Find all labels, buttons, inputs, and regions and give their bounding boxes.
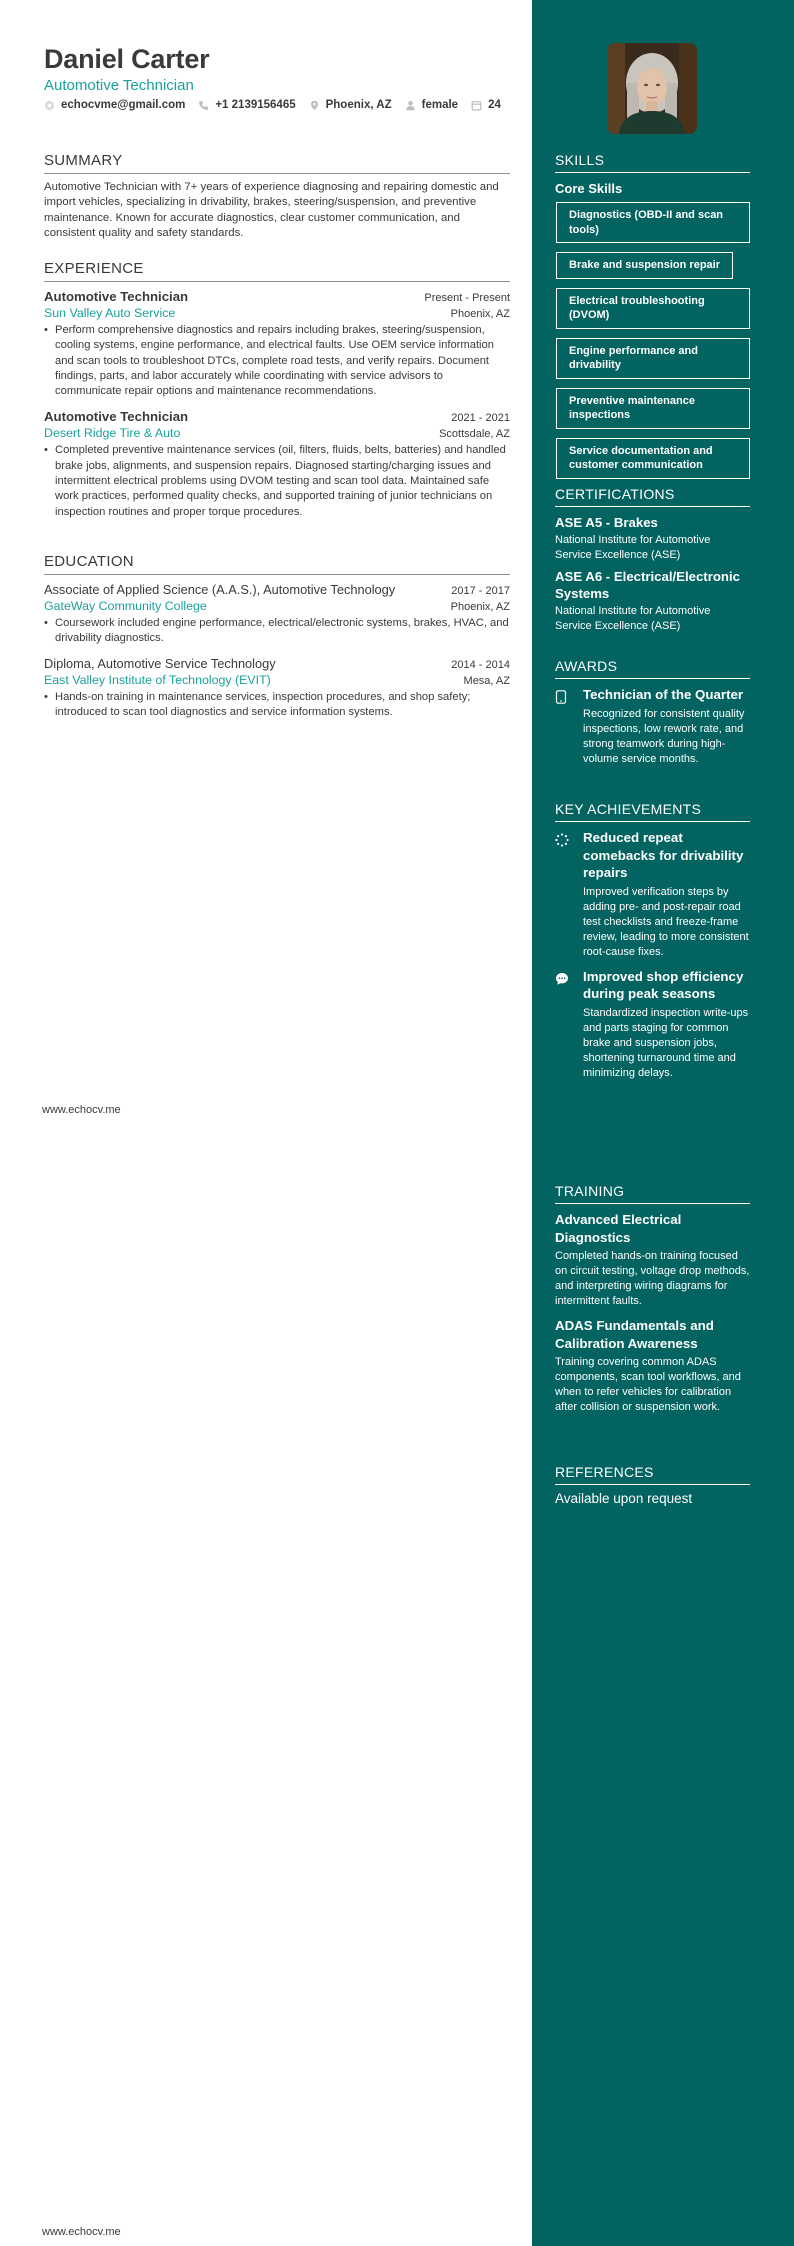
certification-entry [555, 568, 750, 633]
certification-entry [555, 514, 750, 562]
skill-tag: Diagnostics (OBD-II and scan tools) [556, 202, 750, 243]
job-bullet: • Completed preventive maintenance services (oil, filters, fluids, belts, batteries) and handled brake jobs, alignments, and suspension repairs. Diagnosed starting/charging issues and intermittent electrical problems using DVOM testing and scan tool data. Maintained safe work practices, performed quality checks, and supported training of junior technicians on inspection routines and proper torque procedures. [44, 443, 510, 519]
email-icon [44, 100, 55, 111]
education-entry [44, 582, 510, 647]
candidate-title: Automotive Technician [44, 77, 194, 94]
education-school: GateWay Community College [44, 599, 207, 613]
education-degree: Diploma, Automotive Service Technology [44, 655, 276, 671]
training-desc: Training covering common ADAS components, scan tool workflows, and when to refer vehicles for calibration after collision or suspension work. [555, 1356, 741, 1413]
certification-org: National Institute for Automotive Service Excellence (ASE) [555, 605, 711, 632]
job-bullet: • Perform comprehensive diagnostics and repairs including brakes, steering/suspension, cooling systems, engine performance, and electrical faults. Use OEM service information and scan tools to troubleshoot DTCs, complete road tests, and verify repairs. Document findings, parts, and labor accurately while coordinating with service advisors to communicate repair options and maintenance recommendations. [44, 323, 510, 399]
achievement-entry [555, 829, 750, 960]
person-icon [405, 100, 416, 111]
skill-tag: Service documentation and customer communication [556, 438, 750, 479]
education-entry [44, 656, 510, 721]
education-school: East Valley Institute of Technology (EVIT) [44, 672, 271, 687]
achievements-section [555, 801, 750, 1081]
education-bullet: • Coursework included engine performance, electrical/electronic systems, brakes, HVAC, and drivability diagnostics. [44, 616, 510, 647]
smartphone-icon [555, 690, 567, 704]
job-title: Automotive Technician [44, 289, 189, 304]
skills-subheading: Core Skills [555, 181, 623, 196]
certification-name: ASE A5 - Brakes [555, 515, 658, 530]
contact-phone[interactable] [198, 99, 295, 111]
training-section [555, 1183, 750, 1415]
job-dates: Present - Present [424, 292, 510, 304]
certifications-heading: CERTIFICATIONS [555, 486, 750, 507]
experience-heading: EXPERIENCE [44, 260, 510, 282]
dotted-circle-icon [555, 833, 569, 847]
contact-location-text: Phoenix, AZ [325, 99, 392, 111]
contact-age-text: 24 [488, 99, 501, 111]
references-section [555, 1464, 750, 1508]
achievements-heading: KEY ACHIEVEMENTS [555, 801, 750, 822]
contact-gender [405, 99, 458, 111]
contact-gender-text: female [421, 99, 459, 111]
references-heading: REFERENCES [555, 1464, 750, 1485]
job-company: Sun Valley Auto Service [44, 306, 176, 320]
training-desc: Completed hands-on training focused on circuit testing, voltage drop methods, and interpreting wiring diagrams for intermittent faults. [555, 1250, 750, 1307]
certifications-section [555, 486, 750, 633]
profile-photo [607, 43, 697, 134]
education-bullet: • Hands-on training in maintenance services, inspection procedures, and shop safety; introduced to scan tool diagnostics and service information systems. [44, 690, 510, 721]
education-degree: Associate of Applied Science (A.A.S.), Automotive Technology [44, 582, 396, 597]
contact-location [309, 99, 392, 111]
summary-section [44, 152, 510, 241]
training-entry [555, 1211, 750, 1309]
phone-icon [198, 100, 209, 111]
certification-name: ASE A6 - Electrical/Electronic Systems [555, 569, 740, 601]
achievement-entry [555, 968, 750, 1081]
training-entry [555, 1317, 750, 1415]
education-heading: EDUCATION [44, 553, 510, 575]
job-location: Scottsdale, AZ [439, 428, 510, 441]
education-dates: 2014 - 2014 [451, 658, 510, 671]
job-location: Phoenix, AZ [450, 308, 510, 320]
achievement-title: Improved shop efficiency during peak seasons [583, 968, 744, 1001]
skill-tag: Brake and suspension repair [556, 252, 733, 279]
job-entry [44, 409, 510, 519]
experience-section [44, 260, 510, 520]
job-entry [44, 289, 510, 399]
training-heading: TRAINING [555, 1183, 750, 1204]
footer-website-link[interactable]: www.echocv.me [42, 2226, 121, 2238]
award-title: Technician of the Quarter [583, 687, 744, 702]
award-entry [555, 686, 750, 767]
summary-text: Automotive Technician with 7+ years of experience diagnosing and repairing domestic and import vehicles, specializing in drivability, brakes, steering/suspension, and preventive maintenance. Known for accurate diagnostics, clear customer communication, and consistent quality and safety standards. [44, 181, 499, 239]
achievement-desc: Standardized inspection write-ups and parts staging for common brake and suspension jobs, shortening turnaround time and minimizing delays. [583, 1006, 749, 1079]
summary-heading: SUMMARY [44, 152, 510, 174]
footer-website-link[interactable]: www.echocv.me [42, 1104, 121, 1116]
achievement-desc: Improved verification steps by adding pre- and post-repair road test checklists and freeze-frame review, leading to more consistent root-cause fixes. [583, 885, 749, 958]
education-location: Phoenix, AZ [450, 601, 510, 613]
awards-heading: AWARDS [555, 658, 750, 679]
certification-org: National Institute for Automotive Service Excellence (ASE) [555, 534, 711, 561]
job-dates: 2021 - 2021 [451, 412, 510, 425]
award-desc: Recognized for consistent quality inspections, low rework rate, and strong teamwork during high-volume service months. [583, 707, 745, 765]
references-text: Available upon request [555, 1491, 693, 1506]
training-title: ADAS Fundamentals and Calibration Awareness [555, 1318, 714, 1351]
contact-phone-text: +1 2139156465 [215, 99, 296, 111]
training-title: Advanced Electrical Diagnostics [555, 1212, 682, 1245]
portrait-image [607, 43, 697, 134]
contact-age [471, 99, 501, 111]
skill-tag: Engine performance and drivability [556, 338, 750, 379]
contact-email-text: echocvme@gmail.com [61, 99, 186, 111]
candidate-name: Daniel Carter [44, 44, 210, 74]
education-location: Mesa, AZ [463, 674, 510, 687]
chat-bubble-icon [555, 972, 569, 986]
job-company: Desert Ridge Tire & Auto [44, 426, 181, 441]
skill-tag: Electrical troubleshooting (DVOM) [556, 288, 750, 329]
contact-bar [44, 99, 514, 111]
education-dates: 2017 - 2017 [451, 585, 510, 597]
location-pin-icon [309, 100, 320, 111]
skills-section [555, 152, 750, 479]
skills-heading: SKILLS [555, 152, 750, 173]
awards-section [555, 658, 750, 767]
skill-tag: Preventive maintenance inspections [556, 388, 750, 429]
achievement-title: Reduced repeat comebacks for drivability repairs [583, 830, 744, 880]
calendar-icon [471, 100, 482, 111]
job-title: Automotive Technician [44, 409, 189, 425]
contact-email[interactable] [44, 99, 185, 111]
education-section [44, 553, 510, 720]
